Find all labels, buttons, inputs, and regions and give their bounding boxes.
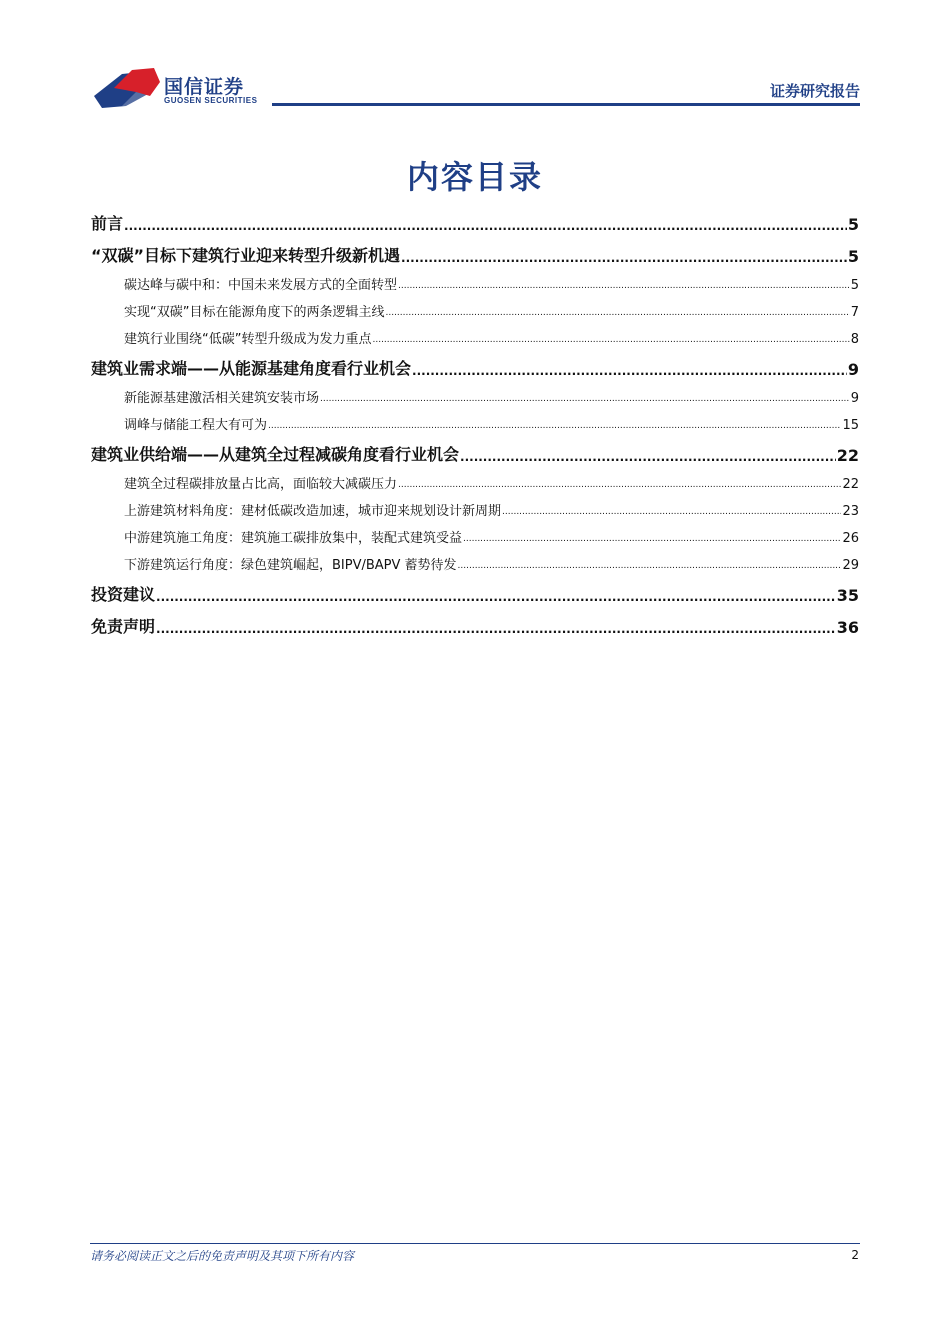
toc-entry-section[interactable] (91, 433, 859, 465)
toc-entry-page: 26 (842, 531, 859, 546)
toc-entry-page: 7 (850, 305, 859, 320)
toc-entry-page: 29 (842, 558, 859, 573)
toc-dot-leader (463, 533, 841, 546)
toc-dot-leader (385, 307, 849, 320)
toc-entry-title: 前言 (91, 214, 124, 233)
toc-entry-title: 建筑业供给端——从建筑全过程减碳角度看行业机会 (91, 445, 460, 464)
toc-entry-section[interactable] (91, 202, 859, 234)
toc-entry-subsection[interactable] (91, 465, 859, 492)
toc-entry-page: 22 (842, 477, 859, 492)
toc-entry-title: 中游建筑施工角度：建筑施工碳排放集中，装配式建筑受益 (124, 531, 463, 546)
toc-entry-section[interactable] (91, 347, 859, 379)
toc-entry-section[interactable] (91, 234, 859, 266)
toc-entry-subsection[interactable] (91, 492, 859, 519)
toc-entry-subsection[interactable] (91, 266, 859, 293)
toc-entry-page: 8 (850, 332, 859, 347)
toc-dot-leader (412, 363, 847, 379)
footer-disclaimer: 请务必阅读正文之后的免责声明及其项下所有内容 (90, 1249, 355, 1263)
toc-entry-title: 建筑全过程碳排放量占比高，面临较大减碳压力 (124, 477, 398, 492)
toc-dot-leader (458, 560, 842, 573)
toc-entry-subsection[interactable] (91, 546, 859, 573)
toc-entry-title: 下游建筑运行角度：绿色建筑崛起，BIPV/BAPV 蓄势待发 (124, 558, 457, 573)
toc-entry-page: 23 (842, 504, 859, 519)
toc-dot-leader (156, 589, 836, 605)
toc-entry-title: 调峰与储能工程大有可为 (124, 418, 268, 433)
logo-english-name: GUOSEN SECURITIES (164, 96, 258, 105)
toc-entry-title: 新能源基建激活相关建筑安装市场 (124, 391, 320, 406)
toc-dot-leader (156, 621, 836, 637)
toc-entry-title: 免责声明 (91, 617, 156, 636)
toc-entry-page: 5 (847, 247, 859, 266)
toc-entry-page: 5 (847, 215, 859, 234)
toc-entry-page: 15 (842, 418, 859, 433)
toc-entry-subsection[interactable] (91, 320, 859, 347)
toc-entry-subsection[interactable] (91, 406, 859, 433)
report-type-label: 证券研究报告 (769, 82, 860, 100)
toc-entry-title: 实现“双碳”目标在能源角度下的两条逻辑主线 (124, 305, 385, 320)
toc-entry-subsection[interactable] (91, 519, 859, 546)
toc-entry-title: 碳达峰与碳中和：中国未来发展方式的全面转型 (124, 278, 398, 293)
toc-dot-leader (502, 506, 841, 519)
toc-dot-leader (124, 218, 847, 234)
guosen-logo-icon (92, 66, 162, 110)
toc-dot-leader (398, 479, 841, 492)
footer-divider (90, 1243, 860, 1244)
toc-entry-section[interactable] (91, 573, 859, 605)
guosen-logo (92, 66, 262, 110)
page-title: 内容目录 (406, 158, 543, 196)
toc-dot-leader (372, 334, 849, 347)
toc-entry-title: 建筑行业围绕“低碳”转型升级成为发力重点 (124, 332, 372, 347)
toc-entry-page: 5 (850, 278, 859, 293)
header-divider (272, 103, 860, 106)
toc-entry-title: 建筑业需求端——从能源基建角度看行业机会 (91, 359, 412, 378)
toc-entry-title: 投资建议 (91, 585, 156, 604)
toc-entry-page: 9 (847, 360, 859, 379)
toc-entry-section[interactable] (91, 605, 859, 637)
toc-dot-leader (398, 280, 850, 293)
toc-entry-page: 36 (836, 618, 859, 637)
toc-entry-page: 22 (836, 446, 859, 465)
toc-dot-leader (268, 420, 841, 433)
toc-entry-page: 35 (836, 586, 859, 605)
logo-chinese-name: 国信证券 (164, 76, 245, 98)
toc-entry-title: 上游建筑材料角度：建材低碳改造加速，城市迎来规划设计新周期 (124, 504, 502, 519)
toc-entry-subsection[interactable] (91, 379, 859, 406)
page-number: 2 (851, 1248, 859, 1262)
toc-dot-leader (401, 250, 847, 266)
toc-entry-page: 9 (850, 391, 859, 406)
toc-entry-title: “双碳”目标下建筑行业迎来转型升级新机遇 (91, 246, 401, 265)
toc-entry-subsection[interactable] (91, 293, 859, 320)
toc-dot-leader (460, 449, 836, 465)
table-of-contents (91, 202, 859, 637)
toc-dot-leader (320, 393, 850, 406)
